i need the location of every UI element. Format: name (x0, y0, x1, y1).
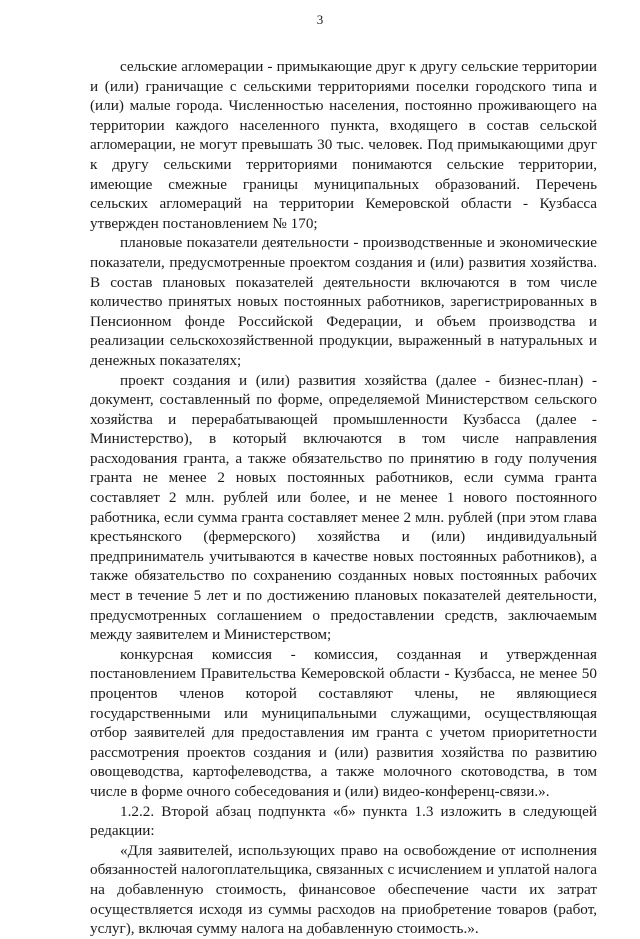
page-number: 3 (316, 12, 324, 27)
document-body (90, 57, 597, 939)
paragraph-business-plan: проект создания и (или) развития хозяйства (далее - бизнес-план) - документ, составленный по форме, определяемой Министерством сельского хозяйства и перерабатывающей промышленности Кузбасса (далее - Министерство), в который включаются в том числе направления расходования гранта, а также обязательство по принятию в году получения гранта не менее 2 новых постоянных работников, если сумма гранта составляет 2 млн. рублей или более, и не менее 1 нового постоянного работника, если сумма гранта составляет менее 2 млн. рублей (при этом глава крестьянского (фермерского) хозяйства и (или) индивидуальный предприниматель учитываются в качестве новых постоянных работников), а также обязательство по сохранению созданных новых постоянных рабочих мест в течение 5 лет и по достижению плановых показателей деятельности, предусмотренных соглашением о предоставлении средств, заключаемым между заявителем и Министерством; (90, 371, 597, 644)
paragraph-competition-commission: конкурсная комиссия - комиссия, созданная и утвержденная постановлением Правительства Кемеровской области - Кузбасса, не менее 50 процентов членов которой составляют члены, не являющиеся государственными или муниципальными служащими, осуществляющая отбор заявителей для предоставления им гранта с учетом приоритетности рассмотрения проектов создания и (или) развития хозяйства по развитию овощеводства, картофелеводства, а также молочного скотоводства, в том числе в форме очного собеседования и (или) видео-конференц-связи.». (90, 645, 597, 800)
paragraph-planned-indicators: плановые показатели деятельности - производственные и экономические показатели, предусмотренные проектом создания и (или) развития хозяйства. В состав плановых показателей деятельности включаются в том числе количество принятых новых постоянных работников, зарегистрированных в Пенсионном фонде Российской Федерации, и объем производства и реализации сельскохозяйственной продукции, выраженный в натуральных и денежных показателях; (90, 234, 597, 369)
paragraph-amendment-1-2-2: 1.2.2. Второй абзац подпункта «б» пункта 1.3 изложить в следующей редакции: (90, 802, 597, 840)
paragraph-rural-agglomerations: сельские агломерации - примыкающие друг к другу сельские территории и (или) граничащие с сельскими территориями поселки городского типа и (или) малые города. Численностью населения, постоянно проживающего на территории каждого населенного пункта, входящего в состав сельской агломерации, не могут превышать 30 тыс. человек. Под примыкающими друг к другу сельскими территориями понимаются сельские территории, имеющие смежные границы муниципальных образований. Перечень сельских агломераций на территории Кемеровской области - Кузбасса утвержден постановлением № 170; (90, 58, 597, 232)
paragraph-vat-exemption-quote: «Для заявителей, использующих право на освобождение от исполнения обязанностей налогоплательщика, связанных с исчислением и уплатой налога на добавленную стоимость, финансовое обеспечение части их затрат осуществляется исходя из суммы расходов на приобретение товаров (работ, услуг), включая сумму налога на добавленную стоимость.». (90, 841, 597, 938)
